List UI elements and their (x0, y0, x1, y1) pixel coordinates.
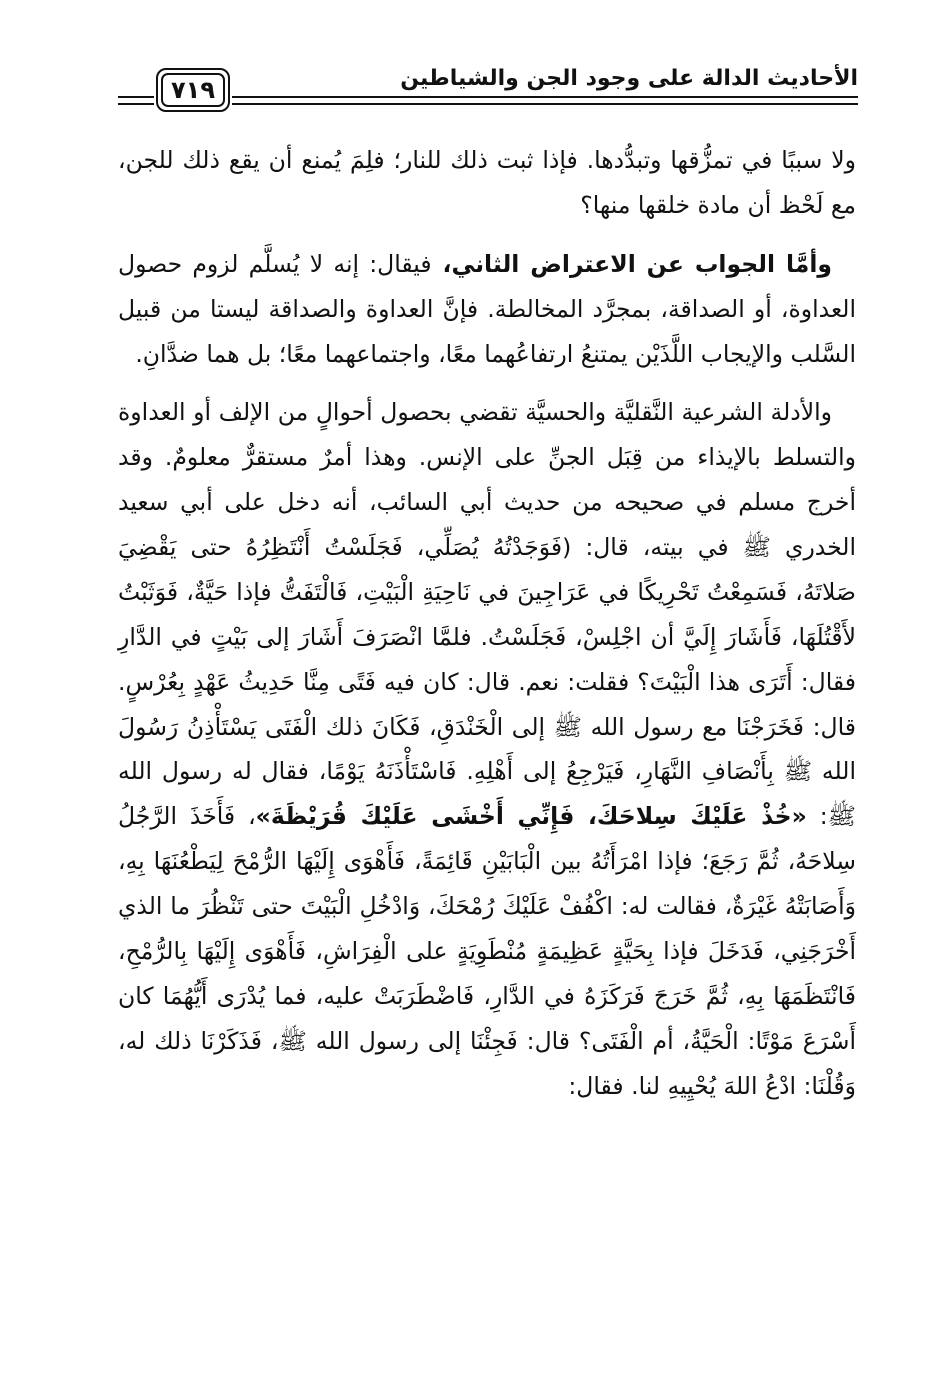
paragraph (118, 138, 856, 228)
paragraph-text: والأدلة الشرعية النَّقليَّة والحسيَّة تقضي بحصول أحوالٍ من الإلف أو العداوة والتسلط بالإيذاء من قِبَل الجنِّ على الإنس. وهذا أمرٌ مستقرٌّ معلومٌ. وقد أخرج مسلم في صحيحه من حديث أبي السائب، أنه دخل على أبي سعيد الخدري ﷺ في بيته، قال: (فَوَجَدْتُهُ يُصَلِّي، فَجَلَسْتُ أَنْتَظِرُهُ حتى يَقْضِيَ صَلاتَهُ، فَسَمِعْتُ تَحْرِيكًا في عَرَاجِينَ في نَاحِيَةِ الْبَيْتِ، فَالْتَفَتُّ فإذا حَيَّةٌ، فَوَثَبْتُ لأَقْتُلَهَا، فَأَشَارَ إِلَيَّ أن اجْلِسْ، فَجَلَسْتُ. فلمَّا انْصَرَفَ أَشَارَ إلى بَيْتٍ في الدَّارِ فقال: أَتَرَى هذا الْبَيْتَ؟ فقلت: نعم. قال: كان فيه فَتًى مِنَّا حَدِيثُ عَهْدٍ بِعُرْسٍ. قال: فَخَرَجْنَا مع رسول الله ﷺ إلى الْخَنْدَقِ، فَكَانَ ذلك الْفَتَى يَسْتَأْذِنُ رَسُولَ الله ﷺ بِأَنْصَافِ النَّهَارِ، فَيَرْجِعُ إلى أَهْلِهِ. فَاسْتَأْذَنَهُ يَوْمًا، فقال له رسول الله ﷺ: (118, 398, 856, 831)
section-lead: وأمَّا الجواب عن الاعتراض الثاني، (431, 249, 832, 278)
header-rule (118, 96, 154, 98)
header-rule (232, 103, 858, 105)
paragraph-text: ، فَأَخَذَ الرَّجُلُ سِلاحَهُ، ثُمَّ رَجَعَ؛ فإذا امْرَأَتُهُ بين الْبَابَيْنِ قَائِمَةً، فَأَهْوَى إِلَيْهَا الرُّمْحَ لِيَطْعُنَهَا بِهِ، وَأَصَابَتْهُ غَيْرَةٌ، فقالت له: اكْفُفْ عَلَيْكَ رُمْحَكَ، وَادْخُلِ الْبَيْتَ حتى تَنْظُرَ ما الذي أَخْرَجَنِي، فَدَخَلَ فإذا بِحَيَّةٍ عَظِيمَةٍ مُنْطَوِيَةٍ على الْفِرَاشِ، فَأَهْوَى إِلَيْهَا بِالرُّمْحِ، فَانْتَظَمَهَا بِهِ، ثُمَّ خَرَجَ فَرَكَزَهُ في الدَّارِ، فَاضْطَرَبَتْ عليه، فما يُدْرَى أَيُّهُمَا كان أَسْرَعَ مَوْتًا: الْحَيَّةُ، أم الْفَتَى؟ قال: فَجِئْنَا إلى رسول الله ﷺ، فَذَكَرْنَا ذلك له، وَقُلْنَا: ادْعُ اللهَ يُحْيِيهِ لنا. فقال: (118, 802, 856, 1100)
paragraph (118, 390, 856, 1108)
running-title: الأحاديث الدالة على وجود الجن والشياطين (400, 66, 858, 91)
page-number: ٧١٩ (161, 73, 225, 107)
page-header (118, 62, 858, 114)
paragraph-text: ولا سببًا في تمزُّقها وتبدُّدها. فإذا ثبت ذلك للنار؛ فلِمَ يُمنع أن يقع ذلك للجن، مع لَحْظ أن مادة خلقها منها؟ (118, 146, 856, 219)
page-number-box (156, 68, 230, 112)
paragraph (118, 242, 856, 377)
body-text (118, 138, 856, 1108)
hadith-quote: «خُذْ عَلَيْكَ سِلاحَكَ، فَإِنِّي أَخْشَى عَلَيْكَ قُرَيْظَةَ» (255, 802, 807, 831)
header-rule (232, 96, 858, 98)
header-rule (118, 103, 154, 105)
paragraph-text: فيقال: إنه لا يُسلَّم لزوم حصول العداوة، أو الصداقة، بمجرَّد المخالطة. فإنَّ العداوة والصداقة ليستا من قبيل السَّلب والإيجاب اللَّذَيْن يمتنعُ ارتفاعُهما معًا، واجتماعهما معًا؛ بل هما ضدَّانِ. (118, 249, 856, 368)
